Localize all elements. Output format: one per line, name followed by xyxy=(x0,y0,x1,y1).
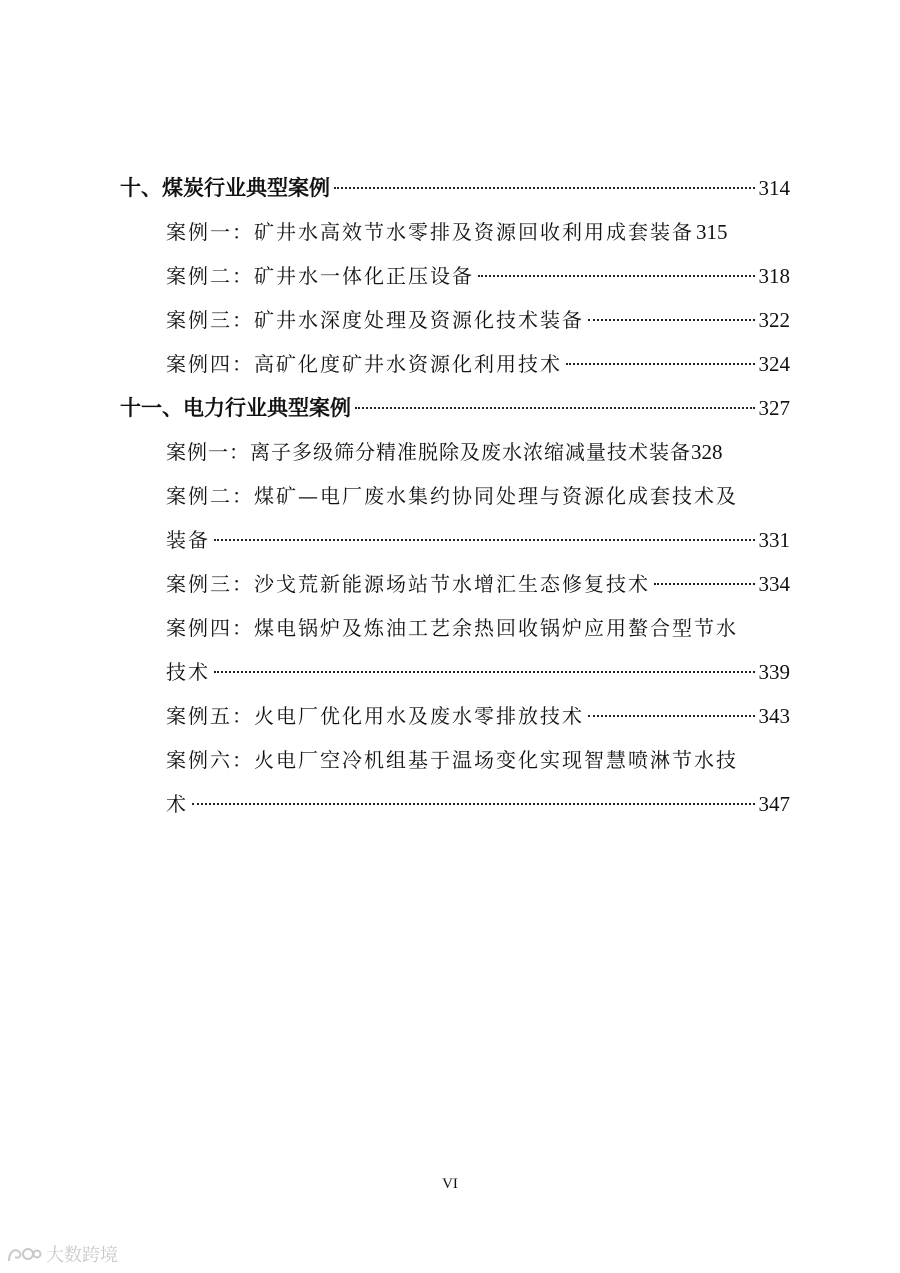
page-number: VI xyxy=(442,1176,458,1192)
toc-entry[interactable] xyxy=(120,738,790,782)
toc-entry[interactable] xyxy=(120,210,790,254)
toc-entry-label: 案例二：煤矿—电厂废水集约协同处理与资源化成套技术及 xyxy=(166,484,738,508)
toc-entry-label: 案例四：高矿化度矿井水资源化利用技术 xyxy=(166,352,562,376)
toc-entry[interactable] xyxy=(120,430,790,474)
toc-entry-page: 343 xyxy=(758,704,790,728)
toc-entry-page: 328 xyxy=(691,440,723,464)
dot-leader xyxy=(654,583,755,585)
toc-entry-label: 案例五：火电厂优化用水及废水零排放技术 xyxy=(166,704,584,728)
dot-leader xyxy=(566,363,755,365)
toc-entry-page: 314 xyxy=(758,176,790,200)
logo-icon xyxy=(6,1243,42,1265)
toc-entry[interactable] xyxy=(120,298,790,342)
toc-entry-page: 334 xyxy=(758,572,790,596)
watermark xyxy=(6,1240,118,1268)
toc-entry[interactable] xyxy=(120,562,790,606)
watermark-text: 大数跨境 xyxy=(46,1245,118,1266)
toc-entry[interactable] xyxy=(120,166,790,210)
toc-entry[interactable] xyxy=(120,694,790,738)
toc-entry-page: 339 xyxy=(758,660,790,684)
toc-entry-page: 318 xyxy=(758,264,790,288)
dot-leader xyxy=(214,539,755,541)
dot-leader xyxy=(588,319,755,321)
table-of-contents xyxy=(120,166,790,826)
toc-entry[interactable] xyxy=(120,606,790,650)
toc-entry-label: 案例二：矿井水一体化正压设备 xyxy=(166,264,474,288)
dot-leader xyxy=(478,275,755,277)
toc-entry-continuation[interactable] xyxy=(120,518,790,562)
toc-entry-page: 315 xyxy=(696,220,728,244)
toc-entry-label: 案例一：矿井水高效节水零排及资源回收利用成套装备 xyxy=(166,220,694,244)
toc-entry[interactable] xyxy=(120,342,790,386)
dot-leader xyxy=(588,715,755,717)
toc-entry-label: 案例一：离子多级筛分精准脱除及废水浓缩减量技术装备 xyxy=(166,440,691,464)
toc-entry[interactable] xyxy=(120,474,790,518)
toc-entry-page: 322 xyxy=(758,308,790,332)
toc-entry-label: 十、煤炭行业典型案例 xyxy=(120,175,330,200)
toc-entry-label: 装备 xyxy=(166,528,210,552)
toc-entry-label: 案例四：煤电锅炉及炼油工艺余热回收锅炉应用螯合型节水 xyxy=(166,616,738,640)
toc-entry-page: 327 xyxy=(758,396,790,420)
toc-entry[interactable] xyxy=(120,386,790,430)
toc-entry-label: 案例三：矿井水深度处理及资源化技术装备 xyxy=(166,308,584,332)
toc-entry[interactable] xyxy=(120,254,790,298)
dot-leader xyxy=(334,187,755,189)
toc-entry-label: 十一、电力行业典型案例 xyxy=(120,395,351,420)
toc-entry-label: 术 xyxy=(166,792,188,816)
toc-entry-label: 案例六：火电厂空冷机组基于温场变化实现智慧喷淋节水技 xyxy=(166,748,738,772)
toc-entry-label: 技术 xyxy=(166,660,210,684)
toc-entry-page: 331 xyxy=(758,528,790,552)
dot-leader xyxy=(355,407,755,409)
dot-leader xyxy=(192,803,755,805)
dot-leader xyxy=(214,671,755,673)
toc-entry-continuation[interactable] xyxy=(120,782,790,826)
toc-entry-label: 案例三：沙戈荒新能源场站节水增汇生态修复技术 xyxy=(166,572,650,596)
toc-entry-continuation[interactable] xyxy=(120,650,790,694)
toc-entry-page: 347 xyxy=(758,792,790,816)
toc-entry-page: 324 xyxy=(758,352,790,376)
